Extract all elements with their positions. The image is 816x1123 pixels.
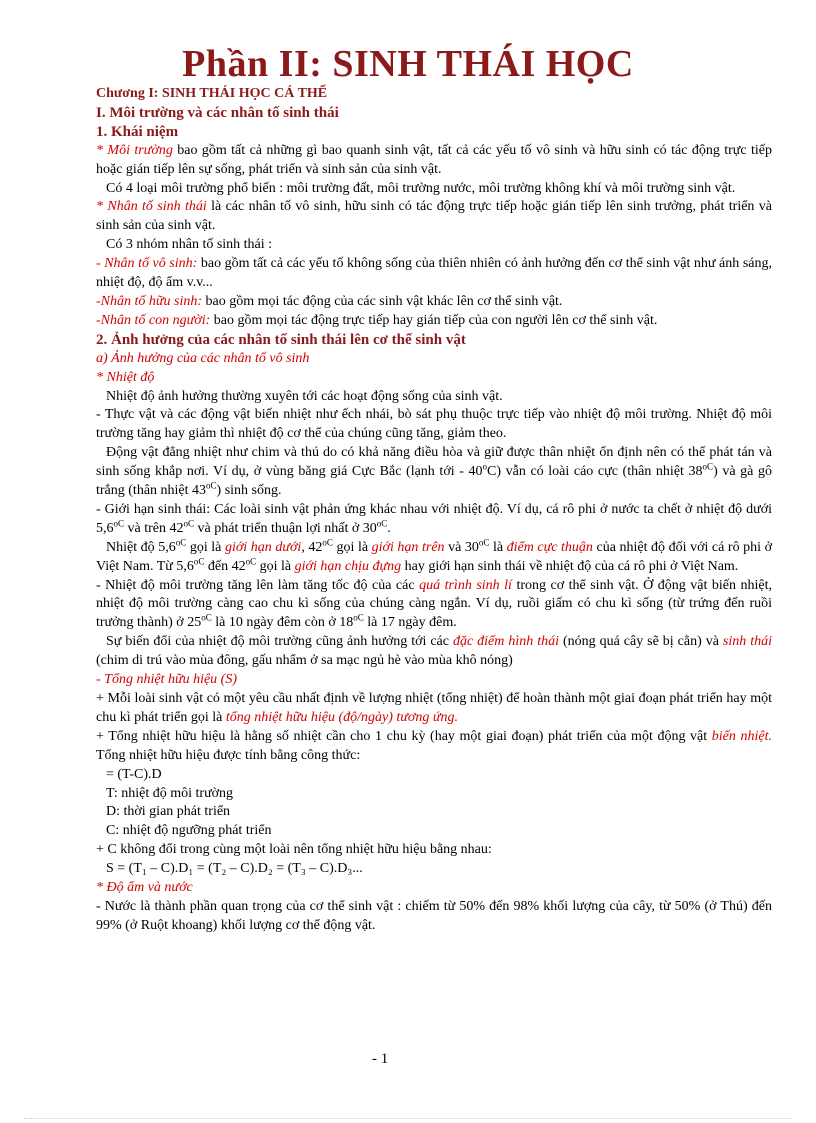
- text: là các nhân tố vô sinh, hữu sinh có tác động trực tiếp hoặc gián tiếp lên sinh trưởng, phát triển và sinh sản của sinh vật.: [96, 199, 772, 234]
- text: hay giới hạn sinh thái về nhiệt độ của cá rô phi ở Việt Nam.: [401, 558, 739, 574]
- text: là 17 ngày đêm.: [363, 615, 457, 631]
- superscript: oC: [183, 518, 195, 529]
- formula-var: T: nhiệt độ môi trường: [106, 785, 234, 801]
- chapter-heading: Chương I: SINH THÁI HỌC CÁ THỂ: [96, 86, 328, 101]
- paragraph: [96, 728, 772, 766]
- superscript: oC: [478, 537, 490, 548]
- text: , 42: [301, 539, 323, 555]
- term: giới hạn trên: [371, 539, 445, 555]
- text: + Tổng nhiệt hữu hiệu là hằng số nhiệt cần cho 1 chu kỳ (hay một giai đoạn) phát triển của một động vật: [96, 728, 712, 744]
- paragraph: [96, 690, 772, 728]
- text: - Nhiệt độ môi trường tăng lên làm tăng tốc độ của các: [96, 577, 420, 593]
- paragraph: + C không đổi trong cùng một loài nên tổng nhiệt hữu hiệu bằng nhau:: [96, 842, 492, 858]
- text: trong cơ thể sinh vật. Ở động vật biến nhiệt, nhiệt độ môi trường càng cao chu kì sống của chúng càng ngắn. Ví dụ, ruồi giấm có chu kì sống (từ trứng đến ruồi trưởng thành) ở 25: [96, 577, 772, 631]
- paragraph: Có 4 loại môi trường phổ biến : môi trường đất, môi trường nước, môi trường không khí và môi trường sinh vật.: [106, 180, 736, 196]
- term: giới hạn chịu đựng: [294, 558, 402, 574]
- term: sinh thái: [722, 634, 772, 650]
- text: ) sinh sống.: [216, 483, 282, 499]
- text: gọi là: [332, 539, 372, 555]
- paragraph: - Nước là thành phần quan trọng của cơ thể sinh vật : chiếm từ 50% đến 98% khối lượng của cây, từ 50% (ở Thú) đến 99% (ở Ruột khoang) khối lượng cơ thể động vật.: [96, 898, 772, 933]
- term: - Nhân tố vô sinh:: [96, 256, 198, 272]
- paragraph: Nhiệt độ ảnh hưởng thường xuyên tới các hoạt động sống của sinh vật.: [106, 388, 503, 404]
- section-heading: I. Môi trường và các nhân tố sinh thái: [96, 104, 339, 121]
- superscript: oC: [376, 518, 388, 529]
- superscript: oC: [702, 461, 714, 472]
- text: là 10 ngày đêm còn ở 18: [211, 615, 354, 631]
- subsection-heading: 2. Ảnh hưởng của các nhân tố sinh thái lên cơ thể sinh vật: [96, 331, 466, 348]
- text: đến 42: [204, 558, 246, 574]
- paragraph: - Thực vật và các động vật biến nhiệt như ếch nhái, bò sát phụ thuộc trực tiếp vào nhiệt độ môi trường. Nhiệt độ môi trường tăng hay giảm thì nhiệt độ cơ thể của chúng cũng tăng, giảm theo.: [96, 407, 772, 442]
- page-number: - 1: [372, 1051, 389, 1067]
- text: bao gồm mọi tác động trực tiếp hay gián tiếp của con người lên cơ thể sinh vật.: [210, 312, 658, 328]
- superscript: oC: [201, 612, 212, 623]
- text: C) vẫn có loài cáo cực (thân nhiệt 38: [487, 464, 703, 480]
- paragraph: [96, 198, 772, 236]
- superscript: o: [482, 461, 487, 472]
- text: là: [489, 539, 507, 555]
- text: bao gồm tất cả các yếu tố không sống của thiên nhiên có ảnh hưởng đến cơ thể sinh vật như ánh sáng, nhiệt độ, độ ẩm v.v...: [96, 256, 772, 291]
- footer-dotted-rule: [24, 1118, 792, 1119]
- document-body: [96, 85, 772, 936]
- paragraph: [96, 501, 772, 539]
- text: - Giới hạn sinh thái: Các loài sinh vật phản ứng khác nhau với nhiệt độ. Ví dụ, cá rô phi ở nước ta chết ở nhiệt độ dưới 5,6: [96, 501, 772, 536]
- formula: S = (T₁ – C).D₁ = (T₂ – C).D₂ = (T₃ – C).D₃...: [106, 861, 363, 877]
- paragraph: [96, 312, 772, 331]
- text: .: [387, 520, 391, 536]
- superscript: oC: [353, 612, 364, 623]
- subsection-heading: 1. Khái niệm: [96, 123, 179, 140]
- paragraph: [96, 444, 772, 501]
- topic-heading: * Nhiệt độ: [96, 369, 155, 385]
- text: Tổng nhiệt hữu hiệu được tính bằng công thức:: [96, 747, 361, 763]
- text: của nhiệt độ đối với cá rô phi ở Việt Nam. Từ 5,6: [96, 539, 772, 574]
- text: gọi là: [186, 539, 225, 555]
- superscript: oC: [175, 537, 187, 548]
- superscript: oC: [193, 556, 205, 566]
- formula: = (T-C).D: [106, 766, 162, 782]
- page-title: Phần II: SINH THÁI HỌC: [182, 43, 634, 85]
- term: quá trình sinh lí: [419, 577, 512, 593]
- topic-heading: - Tổng nhiệt hữu hiệu (S): [96, 672, 238, 688]
- term: * Nhân tố sinh thái: [96, 199, 207, 215]
- paragraph: [96, 255, 772, 293]
- term: giới hạn dưới: [224, 539, 302, 555]
- text: bao gồm tất cả những gì bao quanh sinh vật, tất cả các yếu tố vô sinh và hữu sinh có tác động trực tiếp hoặc gián tiếp lên sự sống, phát triển và sinh sản của sinh vật.: [96, 142, 772, 177]
- topic-heading: * Độ ẩm và nước: [96, 880, 193, 896]
- subsection-heading-a: a) Ảnh hưởng của các nhân tố vô sinh: [96, 350, 310, 366]
- text: và 30: [444, 539, 479, 555]
- paragraph: [96, 577, 772, 634]
- paragraph: [96, 633, 772, 671]
- formula-var: C: nhiệt độ ngưỡng phát triển: [106, 823, 272, 839]
- text: (nóng quá cây sẽ bị cằn) và: [558, 634, 723, 650]
- text: gọi là: [256, 558, 295, 574]
- paragraph: Có 3 nhóm nhân tố sinh thái :: [106, 237, 273, 253]
- superscript: oC: [322, 537, 333, 548]
- term: -Nhân tố hữu sinh:: [96, 293, 203, 309]
- formula-var: D: thời gian phát triển: [106, 804, 231, 820]
- text: và trên 42: [124, 520, 184, 536]
- term: -Nhân tố con người:: [96, 312, 211, 328]
- text: Sự biến đổi của nhiệt độ môi trường cũng ảnh hưởng tới các: [106, 634, 453, 650]
- paragraph: [96, 539, 772, 577]
- text: Động vật đẳng nhiệt như chim và thú do có khả năng điều hòa và giữ được thân nhiệt ổn định nên có thể phát tán và sinh sống khắp nơi. Ví dụ, ở vùng băng giá Cực Bắc (lạnh tới - 40: [96, 445, 772, 480]
- text: (chim di trú vào mùa đông, gấu nhẩm ở sa mạc ngủ hè vào mùa khô nóng): [96, 653, 513, 669]
- text: Nhiệt độ 5,6: [106, 539, 176, 555]
- term: đặc điểm hình thái: [452, 634, 559, 650]
- paragraph: [96, 142, 772, 180]
- term: điểm cực thuận: [506, 539, 593, 555]
- superscript: oC: [113, 518, 125, 529]
- superscript: oC: [206, 480, 217, 491]
- text: và phát triển thuận lợi nhất ở 30: [194, 520, 377, 536]
- superscript: oC: [245, 556, 257, 566]
- term: * Môi trường: [96, 142, 173, 158]
- term: biến nhiệt.: [711, 728, 772, 744]
- paragraph: [96, 293, 772, 312]
- term: tổng nhiệt hữu hiệu (độ/ngày) tương ứng.: [225, 709, 459, 725]
- text: + Mỗi loài sinh vật có một yêu cầu nhất định về lượng nhiệt (tổng nhiệt) để hoàn thành một giai đoạn phát triển hay một chu kì phát triển gọi là: [96, 691, 772, 725]
- text: bao gồm mọi tác động của các sinh vật khác lên cơ thể sinh vật.: [202, 293, 563, 309]
- text: ) và gà gô trắng (thân nhiệt 43: [96, 464, 772, 499]
